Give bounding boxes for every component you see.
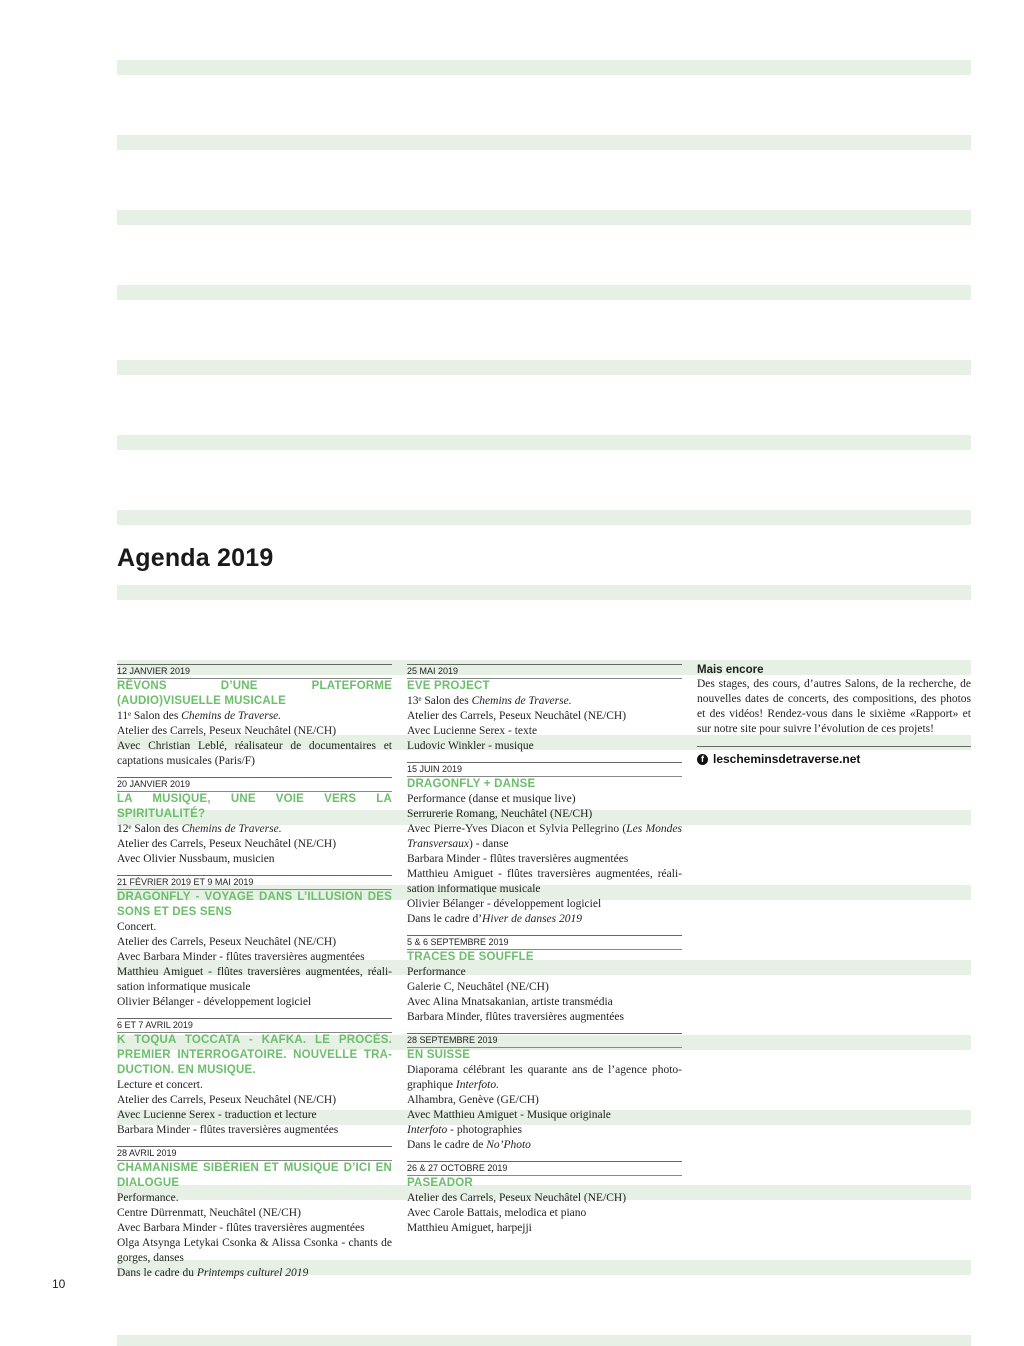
event-title: LA MUSIQUE, UNE VOIE VERS LA SPIRITUALITÉ? [117,793,392,820]
event-title: DRAGONFLY + DANSE [407,778,536,790]
event-title: TRACES DE SOUFFLE [407,951,534,963]
event-detail-line: Avec Olivier Nussbaum, musicien [117,853,275,865]
event-detail-line: Barbara Minder - flûtes traversières augmentées [117,1124,339,1136]
event-detail-line: Atelier des Carrels, Peseux Neuchâtel (NE/CH) [117,838,337,850]
event-detail-line: Olivier Bélanger - développement logiciel [407,898,602,910]
website-link-label: lescheminsdetraverse.net [713,752,861,766]
agenda-event [117,777,392,867]
event-detail-line: Atelier des Carrels, Peseux Neuchâtel (NE/CH) [117,725,337,737]
agenda-column-1 [117,664,392,1289]
event-detail-line: Concert. [117,921,157,933]
event-detail-line: 12ᵉ Salon des Chemins de Traverse. [117,823,282,835]
event-detail-line: Atelier des Carrels, Peseux Neuchâtel (NE/CH) [117,1094,337,1106]
event-date: 21 FÉVRIER 2019 ET 9 MAI 2019 [117,875,392,890]
agenda-event [117,1018,392,1138]
event-detail-line: Diaporama célébrant les quarante ans de l’agence photographique Interfoto. [407,1064,682,1091]
more-text: Des stages, des cours, d’autres Salons, de la recherche, de nouvelles dates de concerts, des compositions, des photos et des vidéos! Rendez-vous dans le sixième «Rapport» et sur notre site pour suivre l’évolution de ces projets! [697,678,971,735]
event-detail-line: Atelier des Carrels, Peseux Neuchâtel (NE/CH) [117,936,337,948]
event-detail-line: Avec Barbara Minder - flûtes traversières augmentées [117,951,365,963]
event-date: 28 SEPTEMBRE 2019 [407,1033,682,1048]
event-detail-line: Performance (danse et musique live) [407,793,576,805]
event-detail-line: Matthieu Amiguet - flûtes traversières augmentées, réalisation informatique musicale [117,966,392,993]
event-detail-line: Alhambra, Genève (GE/CH) [407,1094,539,1106]
event-detail-line: Avec Lucienne Serex - traduction et lecture [117,1109,317,1121]
event-date: 6 ET 7 AVRIL 2019 [117,1018,392,1033]
event-detail-line: Lecture et concert. [117,1079,203,1091]
event-detail-line: Centre Dürrenmatt, Neuchâtel (NE/CH) [117,1207,301,1219]
event-detail-line: Barbara Minder, flûtes traversières augmentées [407,1011,624,1023]
more-info-panel [697,664,971,767]
event-title: CHAMANISME SIBÉRIEN ET MUSIQUE D’ICI EN DIALOGUE [117,1162,392,1189]
agenda-column-2 [407,664,682,1244]
event-detail-line: Avec Pierre-Yves Diacon et Sylvia Pellegrino (Les Mondes Transversaux) - danse [407,823,682,850]
agenda-event [117,875,392,1010]
event-detail-line: Matthieu Amiguet - flûtes traversières augmentées, réalisation informatique musicale [407,868,682,895]
event-detail-line: Avec Alina Mnatsakanian, artiste transmédia [407,996,613,1008]
event-detail-line: Performance. [117,1192,179,1204]
agenda-event [407,935,682,1025]
event-title: EN SUISSE [407,1049,471,1061]
event-date: 20 JANVIER 2019 [117,777,392,792]
page-title: Agenda 2019 [117,544,274,572]
event-detail-line: Dans le cadre du Printemps culturel 2019 [117,1267,309,1279]
page-number: 10 [52,1277,66,1291]
event-detail-line: Interfoto - photographies [407,1124,522,1136]
more-divider [697,746,971,747]
agenda-event [407,1033,682,1153]
facebook-icon: f [697,754,708,765]
event-detail-line: Olivier Bélanger - développement logiciel [117,996,312,1008]
event-date: 25 MAI 2019 [407,664,682,679]
event-date: 28 AVRIL 2019 [117,1146,392,1161]
event-detail-line: Avec Christian Leblé, réalisateur de documentaires et captations musicales (Paris/F) [117,740,392,767]
agenda-event [407,1161,682,1236]
event-detail-line: Matthieu Amiguet, harpejji [407,1222,532,1234]
event-detail-line: Dans le cadre de No’Photo [407,1139,531,1151]
event-title: EVE PROJECT [407,680,490,692]
event-detail-line: Dans le cadre d’Hiver de danses 2019 [407,913,582,925]
agenda-event [117,1146,392,1281]
event-detail-line: Olga Atsynga Letykai Csonka & Alissa Csonka - chants de gorges, danses [117,1237,392,1264]
event-detail-line: Galerie C, Neuchâtel (NE/CH) [407,981,549,993]
agenda-event [117,664,392,769]
event-detail-line: Barbara Minder - flûtes traversières augmentées [407,853,629,865]
more-title: Mais encore [697,664,764,676]
event-detail-line: 11ᵉ Salon des Chemins de Traverse. [117,710,282,722]
agenda-event [407,762,682,927]
agenda-event [407,664,682,754]
event-detail-line: Avec Carole Battais, melodica et piano [407,1207,587,1219]
event-date: 5 & 6 SEPTEMBRE 2019 [407,935,682,950]
event-detail-line: Avec Lucienne Serex - texte [407,725,538,737]
event-title: RÊVONS D’UNE PLATEFORME (AUDIO)VISUELLE MUSICALE [117,680,392,707]
event-title: PASEADOR [407,1177,473,1189]
event-detail-line: Ludovic Winkler - musique [407,740,534,752]
event-date: 15 JUIN 2019 [407,762,682,777]
event-title: DRAGONFLY - VOYAGE DANS L’ILLUSION DES SONS ET DES SENS [117,891,392,918]
event-detail-line: Atelier des Carrels, Peseux Neuchâtel (NE/CH) [407,1192,627,1204]
event-detail-line: Avec Barbara Minder - flûtes traversières augmentées [117,1222,365,1234]
event-detail-line: Atelier des Carrels, Peseux Neuchâtel (NE/CH) [407,710,627,722]
event-detail-line: 13ᵉ Salon des Chemins de Traverse. [407,695,572,707]
event-title: K TOQUA TOCCATA - KAFKA. LE PROCÈS. PREMIER INTERROGATOIRE. NOUVELLE TRADUCTION. EN MUSIQUE. [117,1034,392,1076]
event-date: 12 JANVIER 2019 [117,664,392,679]
event-date: 26 & 27 OCTOBRE 2019 [407,1161,682,1176]
event-detail-line: Serrurerie Romang, Neuchâtel (NE/CH) [407,808,593,820]
event-detail-line: Avec Matthieu Amiguet - Musique originale [407,1109,611,1121]
website-link[interactable] [697,751,971,767]
event-detail-line: Performance [407,966,466,978]
